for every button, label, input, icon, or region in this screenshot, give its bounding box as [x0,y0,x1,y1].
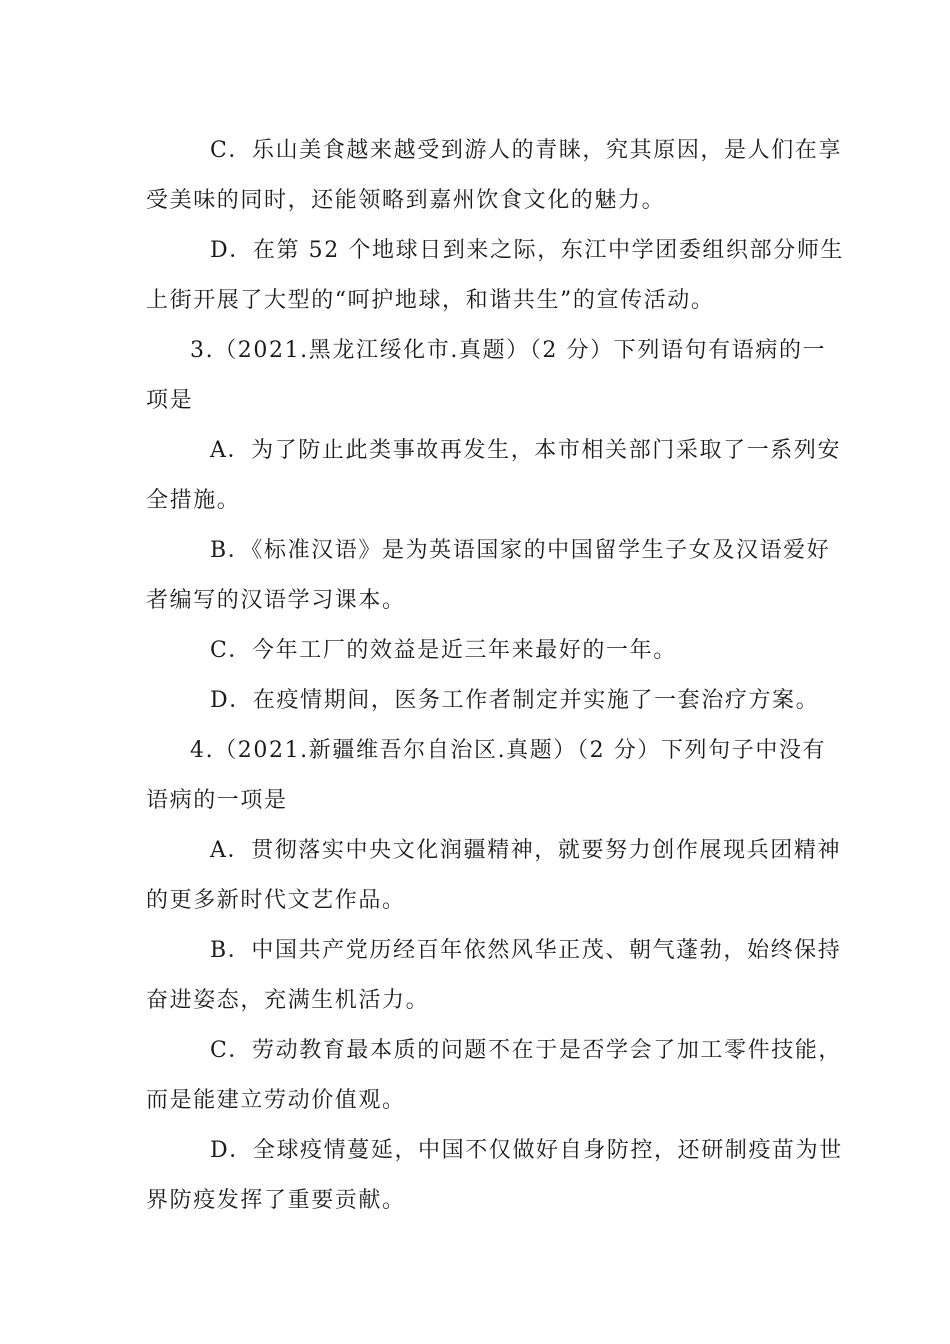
q4-option-d-line2: 界防疫发挥了重要贡献。 [146,1188,406,1213]
q4-option-a-line2: 的更多新时代文艺作品。 [146,888,406,913]
q3-option-c: C．今年工厂的效益是近三年来最好的一年。 [210,638,677,663]
q4-stem-line2: 语病的一项是 [146,788,288,813]
q4-option-b-line1: B．中国共产党历经百年依然风华正茂、朝气蓬勃，始终保持 [210,938,842,963]
q4-option-c-line2: 而是能建立劳动价值观。 [146,1088,406,1113]
q4-option-b-line2: 奋进姿态，充满生机活力。 [146,988,430,1013]
q4-option-c-line1: C．劳动教育最本质的问题不在于是否学会了加工零件技能， [210,1038,843,1063]
q2-option-c-line1: C．乐山美食越来越受到游人的青睐，究其原因，是人们在享 [210,138,843,163]
q3-option-b-line1: B．《标准汉语》是为英语国家的中国留学生子女及汉语爱好 [210,538,831,563]
q3-option-a-line2: 全措施。 [146,488,241,513]
q2-option-c-line2: 受美味的同时，还能领略到嘉州饮食文化的魅力。 [146,188,666,213]
q3-stem-line2: 项是 [146,388,194,413]
q2-option-d-line2: 上街开展了大型的“呵护地球，和谐共生”的宣传活动。 [146,288,715,313]
q4-option-a-line1: A．贯彻落实中央文化润疆精神，就要努力创作展现兵团精神 [210,838,842,863]
q2-option-d-line1: D．在第 52 个地球日到来之际，东江中学团委组织部分师生 [210,238,845,263]
q3-option-d: D．在疫情期间，医务工作者制定并实施了一套治疗方案。 [210,688,820,713]
q4-option-d-line1: D．全球疫情蔓延，中国不仅做好自身防控，还研制疫苗为世 [210,1138,843,1163]
q3-stem-line1: 3.（2021.黑龙江绥化市.真题）（2 分）下列语句有语病的一 [190,338,827,363]
q3-option-a-line1: A．为了防止此类事故再发生，本市相关部门采取了一系列安 [210,438,842,463]
q3-option-b-line2: 者编写的汉语学习课本。 [146,588,406,613]
q4-stem-line1: 4.（2021.新疆维吾尔自治区.真题）（2 分）下列句子中没有 [190,738,827,763]
